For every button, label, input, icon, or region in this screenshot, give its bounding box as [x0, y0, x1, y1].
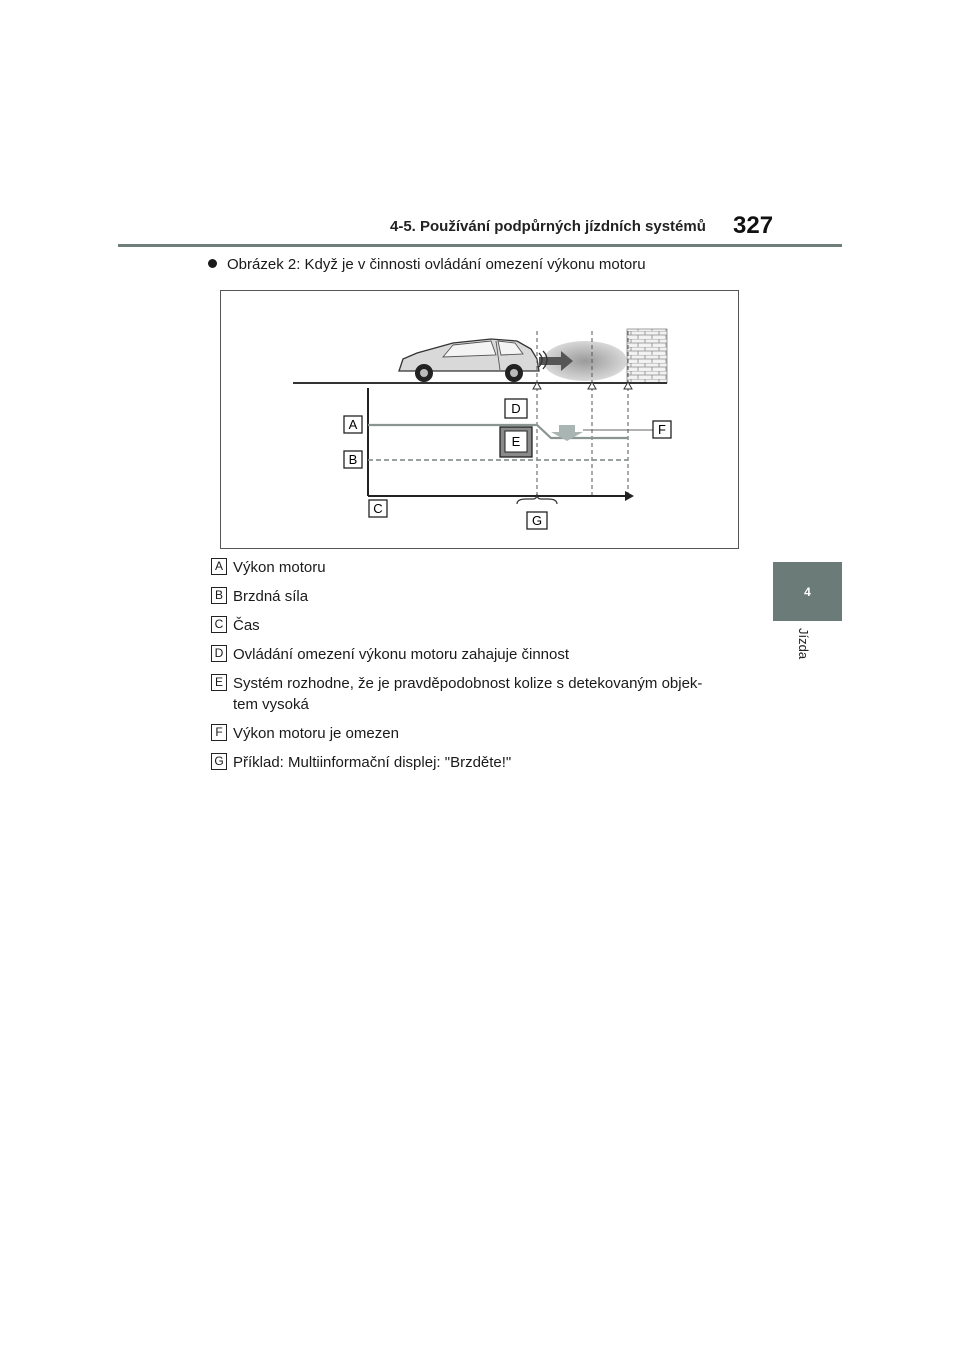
figure-caption-text: Obrázek 2: Když je v činnosti ovládání omezení výkonu motoru: [227, 256, 646, 273]
legend-letter: G: [211, 753, 227, 770]
svg-text:E: E: [511, 434, 521, 449]
header-divider: [118, 244, 842, 247]
callout-g: [527, 512, 547, 529]
callout-b: [344, 451, 362, 468]
bullet-icon: [208, 259, 217, 268]
legend-text-line-2: tem vysoká: [233, 696, 309, 713]
callout-e: [500, 427, 532, 457]
svg-text:A: A: [348, 417, 358, 432]
car-icon: [399, 339, 547, 382]
legend-letter: D: [211, 645, 227, 662]
callout-a: [344, 416, 362, 433]
svg-text:B: B: [348, 452, 358, 467]
legend-letter: C: [211, 616, 227, 633]
svg-text:C: C: [373, 501, 383, 516]
legend-letter: E: [211, 674, 227, 691]
engine-output-line: [368, 425, 628, 438]
legend-text: Brzdná síla: [233, 588, 309, 605]
engine-output-diagram: [220, 290, 739, 549]
callout-f: [653, 421, 671, 438]
legend-text: Výkon motoru je omezen: [233, 725, 399, 742]
legend-letter: F: [211, 724, 227, 741]
legend-text: [233, 673, 748, 715]
callout-d: [505, 399, 527, 418]
figure-caption: [208, 256, 646, 273]
svg-text:F: F: [658, 422, 666, 437]
legend-text: Výkon motoru: [233, 559, 326, 576]
section-title: 4-5. Používání podpůrných jízdních systémů: [390, 218, 706, 235]
legend-text: Čas: [233, 617, 260, 634]
legend-letter: A: [211, 558, 227, 575]
diagram-svg: [221, 291, 740, 550]
legend-text: Ovládání omezení výkonu motoru zahajuje činnost: [233, 646, 570, 663]
legend-text-line-1: Systém rozhodne, že je pravděpodobnost kolize s detekovaným objek-: [233, 675, 703, 692]
legend-letter: B: [211, 587, 227, 604]
wall: [627, 329, 667, 383]
chapter-tab[interactable]: [773, 562, 842, 621]
svg-text:D: D: [511, 401, 521, 416]
callout-c: [369, 500, 387, 517]
page-number: 327: [733, 212, 774, 239]
svg-text:G: G: [531, 513, 543, 528]
legend-text: Příklad: Multiinformační displej: "Brzděte!": [233, 754, 512, 771]
chapter-label: Jízda: [796, 628, 811, 660]
chapter-number: 4: [804, 584, 811, 599]
